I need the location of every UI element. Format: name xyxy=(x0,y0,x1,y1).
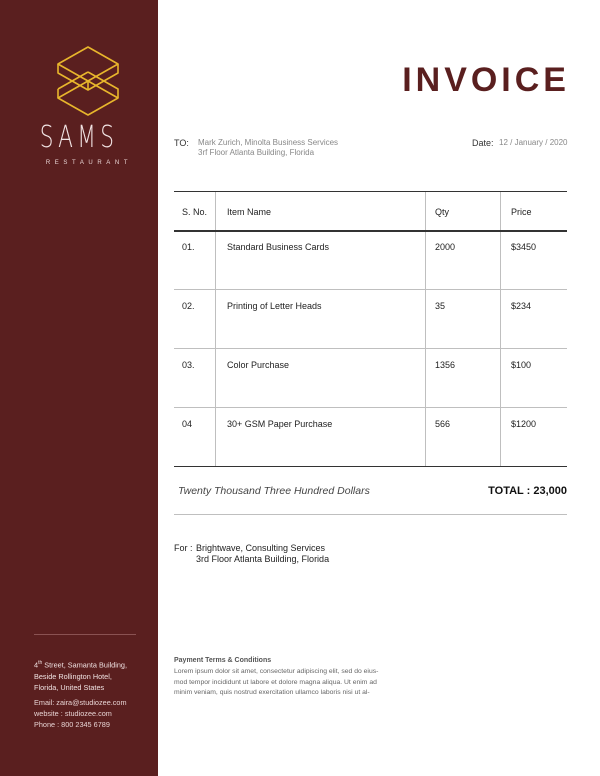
address-line-1 xyxy=(34,658,127,671)
contact-phone: Phone : 800 2345 6789 xyxy=(34,720,110,729)
row-3-item: Color Purchase xyxy=(227,360,290,370)
column-header-item: Item Name xyxy=(227,207,272,217)
payment-terms-title: Payment Terms & Conditions xyxy=(174,657,272,664)
row-3-qty: 1356 xyxy=(435,360,456,370)
row-4-price: $1200 xyxy=(511,419,537,429)
for-line-2: 3rd Floor Atlanta Building, Florida xyxy=(196,554,330,564)
for-label: For : xyxy=(174,543,193,553)
row-4-sno: 04 xyxy=(182,419,193,429)
row-2-price: $234 xyxy=(511,301,532,311)
column-header-qty: Qty xyxy=(435,207,450,217)
row-1-sno: 01. xyxy=(182,242,195,252)
for-recipient xyxy=(196,543,329,565)
payment-terms-body xyxy=(174,667,404,699)
row-divider xyxy=(174,289,567,290)
row-1-qty: 2000 xyxy=(435,242,456,252)
column-divider xyxy=(500,192,501,466)
row-2-item: Printing of Letter Heads xyxy=(227,301,322,311)
brand-name: SAMS xyxy=(39,120,119,155)
address-line-2: Beside Rollington Hotel, xyxy=(34,671,112,681)
address-street-sup: th xyxy=(38,660,43,666)
to-label: TO: xyxy=(174,138,189,148)
contact-email: Email: zaira@studiozee.com xyxy=(34,698,127,707)
brand-tagline: RESTAURANT xyxy=(45,160,133,166)
totals-divider xyxy=(174,514,567,515)
date-value: 12 / January / 2020 xyxy=(499,138,568,147)
row-3-sno: 03. xyxy=(182,360,195,370)
total-in-words: Twenty Thousand Three Hundred Dollars xyxy=(178,485,370,497)
address-street-rest: Street, Samanta Building, xyxy=(42,660,128,670)
address-street-num: 4 xyxy=(34,660,39,670)
terms-line-1: Lorem ipsum dolor sit amet, consectetur adipiscing elit, sed do eius- xyxy=(174,668,379,675)
column-divider xyxy=(425,192,426,466)
to-line-1: Mark Zurich, Minolta Business Services xyxy=(198,138,339,147)
terms-line-3: minim veniam, quis nostrud exercitation ullamco laboris nisi ut al- xyxy=(174,689,370,696)
contact-website: website : studiozee.com xyxy=(34,709,112,718)
sidebar-divider xyxy=(34,634,136,635)
terms-line-2: mod tempor incididunt ut labore et dolore magna aliqua. Ut enim ad xyxy=(174,678,377,686)
company-address xyxy=(34,658,127,694)
column-header-price: Price xyxy=(511,207,532,217)
invoice-title: INVOICE xyxy=(402,61,570,99)
to-line-2: 3rf Floor Atlanta Building, Florida xyxy=(198,148,315,157)
row-2-sno: 02. xyxy=(182,301,195,311)
row-divider xyxy=(174,348,567,349)
row-divider xyxy=(174,407,567,408)
row-4-item: 30+ GSM Paper Purchase xyxy=(227,419,333,429)
row-1-item: Standard Business Cards xyxy=(227,242,330,252)
logo-icon xyxy=(56,45,120,117)
header-divider xyxy=(174,230,567,232)
sidebar xyxy=(0,0,158,776)
date-label: Date: xyxy=(472,138,494,148)
company-contact xyxy=(34,697,127,730)
row-1-price: $3450 xyxy=(511,242,537,252)
for-line-1: Brightwave, Consulting Services xyxy=(196,543,326,553)
to-recipient xyxy=(198,138,338,158)
row-4-qty: 566 xyxy=(435,419,451,429)
column-header-sno: S. No. xyxy=(182,207,208,217)
row-3-price: $100 xyxy=(511,360,532,370)
total-amount: TOTAL : 23,000 xyxy=(488,485,567,497)
column-divider xyxy=(215,192,216,466)
address-line-3: Florida, United States xyxy=(34,683,105,693)
row-2-qty: 35 xyxy=(435,301,446,311)
invoice-table xyxy=(174,191,567,467)
